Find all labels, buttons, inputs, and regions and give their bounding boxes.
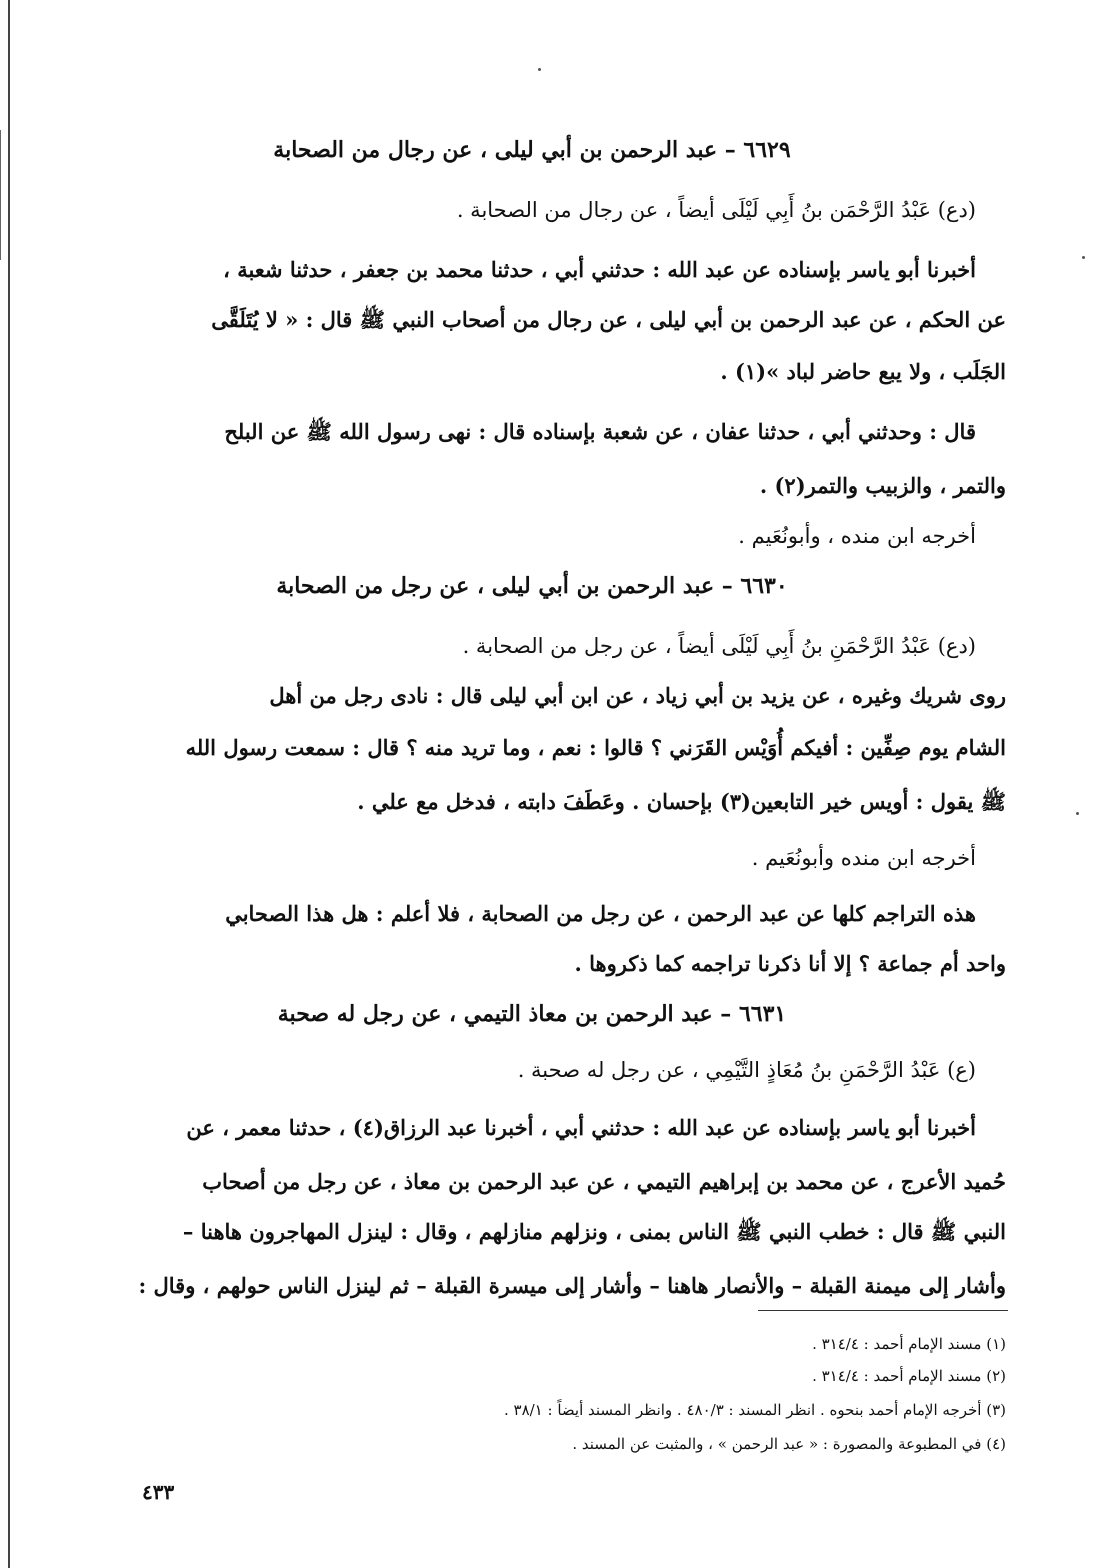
entry-line: عن الحكم ، عن عبد الرحمن بن أبي ليلى ، عن رجال من أصحاب النبي ﷺ قال : « لا يُتَلَقَّى [211,307,1006,332]
entry-line: الجَلَب ، ولا يبع حاضر لباد »(١) . [720,359,1006,384]
footnote-3: (٣) أخرجه الإمام أحمد بنحوه . انظر المسند : ٤٨٠/٣ . وانظر المسند أيضاً : ٣٨/١ . [503,1401,1006,1419]
entry-line: وأشار إلى ميمنة القبلة – والأنصار هاهنا – وأشار إلى ميسرة القبلة – ثم لينزل الناس حولهم ، وقال : [138,1273,1006,1298]
entry-line: (ع) عَبْدُ الرَّحْمَنِ بنُ مُعَاذٍ التَّيْمِي ، عن رجل له صحبة . [517,1058,976,1082]
entry-line: قال : وحدثني أبي ، حدثنا عفان ، عن شعبة بإسناده قال : نهى رسول الله ﷺ عن البلح [224,419,976,444]
footnote-2: (٢) مسند الإمام أحمد : ٣١٤/٤ . [812,1367,1006,1385]
entry-line: أخبرنا أبو ياسر بإسناده عن عبد الله : حدثني أبي ، أخبرنا عبد الرزاق(٤) ، حدثنا معمر ، عن [186,1115,976,1140]
entry-line: ﷺ يقول : أويس خير التابعين(٣) بإحسان . وعَطَفَ دابته ، فدخل مع علي . [357,789,1006,814]
entry-line: واحد أم جماعة ؟ إلا أنا ذكرنا تراجمه كما ذكروها . [574,951,1006,976]
page-edge-mark [0,130,1,260]
entry-heading-6630: ٦٦٣٠ – عبد الرحمن بن أبي ليلى ، عن رجل من الصحابة [276,573,788,599]
entry-line: النبي ﷺ قال : خطب النبي ﷺ الناس بمنى ، ونزلهم منازلهم ، وقال : لينزل المهاجرون هاهنا – [182,1219,1006,1244]
entry-line: أخرجه ابن منده ، وأبونُعَيم . [738,524,976,548]
entry-line: أخبرنا أبو ياسر بإسناده عن عبد الله : حدثني أبي ، حدثنا محمد بن جعفر ، حدثنا شعبة ، [223,257,976,282]
speck [1082,256,1085,259]
entry-line: حُميد الأعرج ، عن محمد بن إبراهيم التيمي ، عن عبد الرحمن بن معاذ ، عن رجل من أصحاب [202,1169,1006,1194]
footnote-separator [758,1310,1008,1311]
footnote-4: (٤) في المطبوعة والمصورة : « عبد الرحمن » ، والمثبت عن المسند . [572,1435,1006,1453]
speck [1076,812,1079,815]
page-number: ٤٣٣ [142,1480,175,1504]
entry-line: الشام يوم صِفِّين : أفيكم أُوَيْس القَرَني ؟ قالوا : نعم ، وما تريد منه ؟ قال : سمعت رسول الله [185,735,1006,760]
entry-line: (دع) عَبْدُ الرَّحْمَن بنُ أَبِي لَيْلَى أيضاً ، عن رجال من الصحابة . [456,198,976,222]
entry-line: هذه التراجم كلها عن عبد الرحمن ، عن رجل من الصحابة ، فلا أعلم : هل هذا الصحابي [225,901,976,926]
speck [538,68,541,71]
page-edge-line [8,0,10,1568]
entry-heading-6629: ٦٦٢٩ – عبد الرحمن بن أبي ليلى ، عن رجال من الصحابة [273,137,791,163]
entry-line: والتمر ، والزبيب والتمر(٢) . [759,473,1006,498]
entry-heading-6631: ٦٦٣١ – عبد الرحمن بن معاذ التيمي ، عن رجل له صحبة [277,1001,787,1027]
footnote-1: (١) مسند الإمام أحمد : ٣١٤/٤ . [812,1335,1006,1353]
entry-line: أخرجه ابن منده وأبونُعَيم . [751,846,976,870]
entry-line: روى شريك وغيره ، عن يزيد بن أبي زياد ، عن ابن أبي ليلى قال : نادى رجل من أهل [269,683,1006,708]
entry-line: (دع) عَبْدُ الرَّحْمَنِ بنُ أَبِي لَيْلَى أيضاً ، عن رجل من الصحابة . [462,634,976,658]
